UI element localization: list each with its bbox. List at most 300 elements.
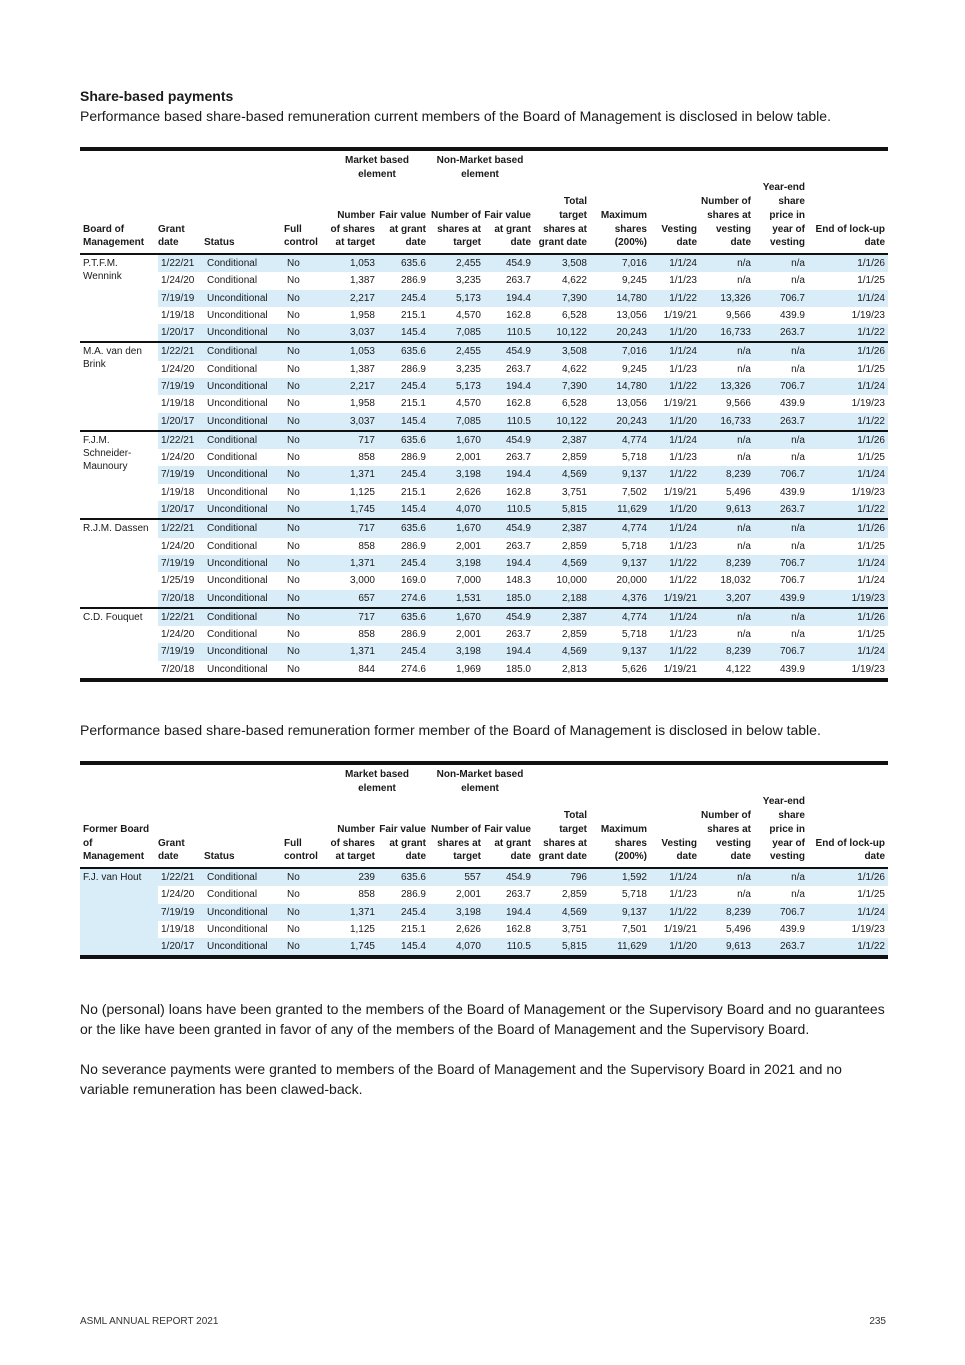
cell-grant-date: 7/19/19	[158, 378, 204, 395]
table-row	[80, 254, 888, 272]
cell-market-shares: 1,125	[349, 923, 375, 935]
cell-lockup: 1/19/23	[851, 486, 885, 498]
cell-nonmarket-fair-value: 162.8	[505, 486, 531, 498]
market-based-group-header: Market based element	[345, 769, 409, 794]
cell-total-target: 4,569	[534, 643, 590, 660]
cell-grant-date: 1/22/21	[158, 608, 204, 626]
cell-status: Unconditional	[207, 923, 268, 935]
cell-nonmarket-fair-value: 454.9	[484, 608, 534, 626]
cell-lockup: 1/1/25	[857, 452, 885, 464]
cell-status: Unconditional	[204, 324, 284, 342]
cell-full-control: No	[287, 575, 300, 587]
cell-market-fair-value: 635.6	[378, 342, 429, 360]
cell-full-control: No	[287, 363, 300, 375]
cell-market-fair-value: 215.1	[400, 486, 426, 498]
table-row	[80, 572, 888, 589]
cell-lockup: 1/1/22	[808, 501, 888, 519]
cell-grant-date: 1/22/21	[158, 868, 204, 886]
cell-yearend-price: 706.7	[754, 378, 808, 395]
cell-maximum: 13,056	[616, 398, 647, 410]
col-market-shares: Number of shares at target	[328, 795, 378, 868]
table-row	[80, 886, 888, 903]
cell-maximum: 14,780	[590, 290, 650, 307]
cell-lockup: 1/1/25	[857, 275, 885, 287]
cell-grant-date: 7/19/19	[158, 555, 204, 572]
cell-grant-date: 7/20/18	[158, 661, 204, 680]
cell-full-control: No	[287, 398, 300, 410]
cell-maximum: 9,245	[621, 275, 647, 287]
cell-full-control: No	[284, 661, 328, 680]
cell-nonmarket-shares: 5,173	[429, 290, 484, 307]
cell-maximum: 9,137	[590, 555, 650, 572]
cell-yearend-price: n/a	[754, 519, 808, 537]
cell-grant-date: 7/19/19	[158, 290, 204, 307]
col-former-board: Former Board of Management	[80, 795, 158, 868]
cell-vesting-date: 1/1/20	[650, 413, 700, 431]
cell-market-fair-value: 245.4	[378, 290, 429, 307]
cell-vesting-date: 1/19/21	[650, 661, 700, 680]
cell-market-fair-value: 274.6	[378, 590, 429, 608]
cell-status: Unconditional	[204, 938, 284, 957]
cell-market-shares: 1,371	[328, 466, 378, 483]
cell-shares-at-vesting: 5,496	[725, 486, 751, 498]
cell-nonmarket-shares: 3,198	[429, 555, 484, 572]
cell-full-control: No	[287, 486, 300, 498]
member-name: M.A. van den Brink	[80, 342, 158, 430]
cell-yearend-price: 706.7	[754, 290, 808, 307]
cell-shares-at-vesting: 8,239	[700, 904, 754, 921]
cell-shares-at-vesting: 8,239	[700, 643, 754, 660]
cell-yearend-price: 439.9	[754, 661, 808, 680]
current-table-body	[80, 254, 888, 680]
cell-market-fair-value: 635.6	[378, 431, 429, 449]
cell-maximum: 11,629	[590, 501, 650, 519]
cell-lockup: 1/19/23	[808, 661, 888, 680]
cell-lockup: 1/1/25	[857, 889, 885, 901]
cell-nonmarket-fair-value: 263.7	[505, 275, 531, 287]
cell-maximum: 5,718	[621, 452, 647, 464]
cell-shares-at-vesting: n/a	[737, 275, 751, 287]
cell-nonmarket-fair-value: 110.5	[484, 938, 534, 957]
cell-vesting-date: 1/1/24	[650, 868, 700, 886]
cell-lockup: 1/1/26	[808, 431, 888, 449]
cell-status: Conditional	[204, 608, 284, 626]
table-row	[80, 643, 888, 660]
footer-report-title: ASML ANNUAL REPORT 2021	[80, 1316, 219, 1327]
col-shares-at-vesting: Number of shares at vesting date	[700, 795, 754, 868]
table-row	[80, 555, 888, 572]
col-total-target: Total target shares at grant date	[534, 181, 590, 254]
cell-nonmarket-shares: 5,173	[429, 378, 484, 395]
cell-grant-date: 1/22/21	[158, 431, 204, 449]
cell-maximum: 4,774	[590, 431, 650, 449]
cell-nonmarket-fair-value: 194.4	[484, 290, 534, 307]
non-market-based-group-header: Non-Market based element	[436, 769, 524, 794]
cell-full-control: No	[284, 590, 328, 608]
table-row	[80, 324, 888, 342]
cell-shares-at-vesting: 9,613	[700, 938, 754, 957]
cell-status: Unconditional	[204, 413, 284, 431]
cell-status: Conditional	[207, 452, 258, 464]
cell-market-shares: 717	[328, 608, 378, 626]
cell-vesting-date: 1/1/22	[650, 643, 700, 660]
cell-lockup: 1/1/24	[808, 466, 888, 483]
table-row	[80, 519, 888, 537]
page-footer	[80, 1316, 886, 1327]
cell-nonmarket-shares: 7,085	[429, 324, 484, 342]
cell-lockup: 1/1/25	[857, 629, 885, 641]
cell-market-fair-value: 635.6	[378, 519, 429, 537]
cell-total-target: 4,569	[534, 555, 590, 572]
cell-grant-date: 1/20/17	[158, 324, 204, 342]
cell-maximum: 20,243	[590, 324, 650, 342]
cell-full-control: No	[287, 452, 300, 464]
cell-yearend-price: n/a	[791, 889, 805, 901]
cell-maximum: 9,137	[590, 904, 650, 921]
cell-shares-at-vesting: 3,207	[700, 590, 754, 608]
cell-shares-at-vesting: n/a	[700, 342, 754, 360]
current-members-table	[80, 147, 888, 682]
page	[80, 86, 888, 1099]
cell-market-shares: 717	[328, 519, 378, 537]
cell-market-fair-value: 635.6	[378, 254, 429, 272]
cell-vesting-date: 1/19/21	[663, 398, 697, 410]
cell-shares-at-vesting: n/a	[737, 889, 751, 901]
cell-nonmarket-shares: 1,969	[429, 661, 484, 680]
col-nonmarket-shares: Number of shares at target	[429, 795, 484, 868]
cell-nonmarket-fair-value: 162.8	[505, 923, 531, 935]
cell-yearend-price: n/a	[754, 342, 808, 360]
cell-lockup: 1/1/24	[857, 575, 885, 587]
cell-lockup: 1/1/26	[808, 868, 888, 886]
cell-nonmarket-shares: 3,198	[429, 643, 484, 660]
member-name: P.T.F.M. Wennink	[80, 254, 158, 342]
current-members-table-wrap	[80, 147, 888, 682]
cell-full-control: No	[287, 889, 300, 901]
table-row	[80, 661, 888, 680]
cell-status: Conditional	[207, 629, 258, 641]
cell-market-fair-value: 286.9	[400, 889, 426, 901]
loans-paragraph: No (personal) loans have been granted to the members of the Board of Management or the Supervisory Board and no guarantees or the like have been granted in favor of any of the members of the Board of Management and the Supervisory Board.	[80, 1001, 885, 1038]
cell-grant-date: 7/19/19	[158, 643, 204, 660]
cell-shares-at-vesting: 9,613	[700, 501, 754, 519]
cell-market-fair-value: 286.9	[400, 540, 426, 552]
cell-market-shares: 2,217	[328, 378, 378, 395]
cell-nonmarket-fair-value: 194.4	[484, 904, 534, 921]
cell-shares-at-vesting: n/a	[700, 608, 754, 626]
table-row	[80, 608, 888, 626]
cell-vesting-date: 1/19/21	[663, 486, 697, 498]
cell-nonmarket-fair-value: 162.8	[505, 309, 531, 321]
member-name: R.J.M. Dassen	[80, 519, 158, 607]
cell-nonmarket-shares: 2,455	[429, 342, 484, 360]
cell-grant-date: 1/20/17	[158, 938, 204, 957]
cell-nonmarket-fair-value: 454.9	[484, 519, 534, 537]
cell-nonmarket-fair-value: 194.4	[484, 555, 534, 572]
cell-yearend-price: 706.7	[754, 466, 808, 483]
cell-shares-at-vesting: n/a	[700, 254, 754, 272]
cell-yearend-price: 263.7	[754, 501, 808, 519]
cell-status: Conditional	[204, 254, 284, 272]
table-row	[80, 378, 888, 395]
cell-status: Unconditional	[207, 486, 268, 498]
cell-full-control: No	[287, 540, 300, 552]
table-row	[80, 590, 888, 608]
cell-lockup: 1/1/25	[857, 540, 885, 552]
member-name: F.J. van Hout	[80, 868, 158, 957]
cell-market-fair-value: 635.6	[378, 868, 429, 886]
table-row	[80, 938, 888, 957]
cell-grant-date: 1/22/21	[158, 254, 204, 272]
cell-status: Conditional	[204, 519, 284, 537]
cell-vesting-date: 1/1/20	[650, 324, 700, 342]
cell-grant-date: 1/25/19	[161, 575, 195, 587]
cell-market-shares: 1,371	[328, 643, 378, 660]
cell-vesting-date: 1/1/23	[669, 540, 697, 552]
cell-grant-date: 7/19/19	[158, 466, 204, 483]
cell-status: Conditional	[207, 540, 258, 552]
table-row	[80, 413, 888, 431]
cell-vesting-date: 1/1/23	[669, 363, 697, 375]
cell-market-shares: 3,037	[328, 413, 378, 431]
col-maximum: Maximum shares (200%)	[590, 795, 650, 868]
cell-market-fair-value: 145.4	[378, 938, 429, 957]
cell-shares-at-vesting: n/a	[700, 431, 754, 449]
cell-market-shares: 1,387	[349, 275, 375, 287]
cell-shares-at-vesting: n/a	[737, 540, 751, 552]
cell-total-target: 7,390	[534, 378, 590, 395]
cell-market-shares: 858	[358, 540, 375, 552]
cell-market-shares: 1,371	[328, 904, 378, 921]
former-table-body	[80, 868, 888, 957]
cell-grant-date: 1/19/18	[161, 923, 195, 935]
table-row	[80, 342, 888, 360]
cell-vesting-date: 1/1/24	[650, 342, 700, 360]
former-member-table	[80, 761, 888, 959]
cell-yearend-price: n/a	[754, 868, 808, 886]
cell-market-fair-value: 245.4	[378, 466, 429, 483]
cell-vesting-date: 1/1/23	[669, 889, 697, 901]
cell-status: Conditional	[207, 363, 258, 375]
table-row	[80, 272, 888, 289]
cell-status: Unconditional	[204, 643, 284, 660]
cell-nonmarket-shares: 2,001	[455, 629, 481, 641]
cell-market-shares: 1,371	[328, 555, 378, 572]
cell-market-shares: 3,037	[328, 324, 378, 342]
cell-total-target: 4,569	[534, 904, 590, 921]
cell-total-target: 2,387	[534, 519, 590, 537]
cell-total-target: 10,122	[534, 324, 590, 342]
col-market-fair-value: Fair value at grant date	[378, 181, 429, 254]
cell-lockup: 1/1/22	[808, 324, 888, 342]
cell-total-target: 4,622	[561, 275, 587, 287]
cell-full-control: No	[284, 501, 328, 519]
cell-vesting-date: 1/1/22	[650, 904, 700, 921]
cell-maximum: 7,016	[590, 254, 650, 272]
cell-lockup: 1/1/24	[808, 290, 888, 307]
cell-vesting-date: 1/1/23	[669, 452, 697, 464]
cell-maximum: 1,592	[590, 868, 650, 886]
cell-status: Unconditional	[204, 590, 284, 608]
cell-total-target: 6,528	[561, 309, 587, 321]
cell-grant-date: 1/24/20	[161, 452, 195, 464]
col-yearend-price: Year-end share price in year of vesting	[754, 181, 808, 254]
col-nonmarket-fair-value: Fair value at grant date	[484, 795, 534, 868]
cell-grant-date: 1/24/20	[161, 629, 195, 641]
cell-yearend-price: 263.7	[754, 938, 808, 957]
cell-shares-at-vesting: n/a	[737, 452, 751, 464]
cell-maximum: 4,774	[590, 608, 650, 626]
current-table-intro: Performance based share-based remuneration current members of the Board of Management is disclosed in below table.	[80, 108, 831, 124]
cell-shares-at-vesting: 8,239	[700, 555, 754, 572]
cell-market-fair-value: 274.6	[378, 661, 429, 680]
cell-market-fair-value: 245.4	[378, 555, 429, 572]
cell-nonmarket-fair-value: 194.4	[484, 378, 534, 395]
col-vesting-date: Vesting date	[650, 181, 700, 254]
cell-nonmarket-fair-value: 162.8	[505, 398, 531, 410]
cell-shares-at-vesting: 5,496	[725, 923, 751, 935]
cell-full-control: No	[284, 324, 328, 342]
cell-nonmarket-fair-value: 185.0	[484, 590, 534, 608]
cell-lockup: 1/19/23	[851, 309, 885, 321]
cell-vesting-date: 1/1/22	[650, 555, 700, 572]
cell-yearend-price: n/a	[791, 275, 805, 287]
cell-total-target: 2,813	[534, 661, 590, 680]
cell-vesting-date: 1/1/22	[650, 466, 700, 483]
col-status: Status	[204, 795, 284, 868]
cell-full-control: No	[287, 275, 300, 287]
cell-market-shares: 844	[328, 661, 378, 680]
cell-nonmarket-fair-value: 110.5	[484, 413, 534, 431]
table-row	[80, 538, 888, 555]
cell-status: Conditional	[204, 431, 284, 449]
page-number: 235	[869, 1316, 886, 1327]
cell-yearend-price: 706.7	[754, 555, 808, 572]
cell-yearend-price: 439.9	[779, 398, 805, 410]
cell-lockup: 1/1/24	[808, 643, 888, 660]
cell-nonmarket-fair-value: 454.9	[484, 342, 534, 360]
member-name: F.J.M. Schneider-Maunoury	[80, 431, 158, 519]
cell-market-fair-value: 145.4	[378, 324, 429, 342]
cell-status: Unconditional	[207, 575, 268, 587]
cell-lockup: 1/1/26	[808, 519, 888, 537]
cell-nonmarket-shares: 3,235	[455, 363, 481, 375]
cell-nonmarket-fair-value: 263.7	[505, 363, 531, 375]
cell-market-shares: 858	[358, 889, 375, 901]
cell-full-control: No	[284, 342, 328, 360]
cell-status: Unconditional	[204, 378, 284, 395]
cell-maximum: 20,243	[590, 413, 650, 431]
cell-maximum: 5,718	[621, 540, 647, 552]
col-shares-at-vesting: Number of shares at vesting date	[700, 181, 754, 254]
cell-market-fair-value: 245.4	[378, 378, 429, 395]
cell-vesting-date: 1/19/21	[663, 923, 697, 935]
cell-total-target: 2,859	[561, 629, 587, 641]
cell-total-target: 6,528	[561, 398, 587, 410]
col-full-control: Full control	[284, 181, 328, 254]
cell-nonmarket-fair-value: 454.9	[484, 431, 534, 449]
cell-nonmarket-shares: 557	[429, 868, 484, 886]
cell-market-fair-value: 286.9	[400, 629, 426, 641]
cell-vesting-date: 1/1/23	[669, 275, 697, 287]
cell-maximum: 9,245	[621, 363, 647, 375]
cell-market-fair-value: 286.9	[400, 452, 426, 464]
cell-shares-at-vesting: 9,566	[725, 309, 751, 321]
cell-maximum: 9,137	[590, 643, 650, 660]
cell-market-fair-value: 215.1	[400, 309, 426, 321]
cell-maximum: 5,718	[621, 889, 647, 901]
cell-vesting-date: 1/1/24	[650, 519, 700, 537]
col-lockup: End of lock-up date	[808, 181, 888, 254]
cell-full-control: No	[284, 904, 328, 921]
cell-nonmarket-shares: 2,455	[429, 254, 484, 272]
cell-market-shares: 858	[358, 629, 375, 641]
cell-lockup: 1/1/22	[808, 413, 888, 431]
cell-nonmarket-fair-value: 263.7	[505, 540, 531, 552]
table-row	[80, 466, 888, 483]
cell-nonmarket-shares: 2,001	[455, 540, 481, 552]
cell-maximum: 7,501	[621, 923, 647, 935]
cell-nonmarket-shares: 4,070	[429, 501, 484, 519]
cell-shares-at-vesting: 13,326	[700, 378, 754, 395]
cell-nonmarket-shares: 4,570	[455, 398, 481, 410]
cell-nonmarket-fair-value: 263.7	[505, 452, 531, 464]
cell-nonmarket-shares: 3,235	[455, 275, 481, 287]
cell-market-shares: 858	[358, 452, 375, 464]
cell-yearend-price: n/a	[754, 608, 808, 626]
cell-yearend-price: n/a	[791, 452, 805, 464]
cell-grant-date: 1/22/21	[158, 342, 204, 360]
cell-lockup: 1/1/22	[808, 938, 888, 957]
cell-maximum: 7,502	[621, 486, 647, 498]
cell-market-shares: 1,745	[328, 501, 378, 519]
cell-total-target: 3,751	[561, 923, 587, 935]
cell-market-shares: 1,958	[349, 309, 375, 321]
table-row	[80, 921, 888, 938]
table-row	[80, 449, 888, 466]
cell-total-target: 10,122	[534, 413, 590, 431]
table-row	[80, 307, 888, 324]
col-nonmarket-fair-value: Fair value at grant date	[484, 181, 534, 254]
cell-nonmarket-shares: 2,001	[455, 889, 481, 901]
cell-yearend-price: n/a	[754, 254, 808, 272]
member-name: C.D. Fouquet	[80, 608, 158, 680]
former-member-table-wrap	[80, 761, 888, 959]
cell-grant-date: 1/22/21	[158, 519, 204, 537]
cell-full-control: No	[284, 431, 328, 449]
cell-market-shares: 1,745	[328, 938, 378, 957]
cell-nonmarket-fair-value: 194.4	[484, 466, 534, 483]
cell-full-control: No	[284, 608, 328, 626]
cell-total-target: 3,508	[534, 254, 590, 272]
cell-grant-date: 1/24/20	[161, 275, 195, 287]
col-status: Status	[204, 181, 284, 254]
cell-full-control: No	[284, 643, 328, 660]
table-row	[80, 395, 888, 412]
cell-vesting-date: 1/1/22	[650, 290, 700, 307]
cell-status: Unconditional	[207, 309, 268, 321]
cell-grant-date: 1/19/18	[161, 398, 195, 410]
cell-yearend-price: n/a	[791, 540, 805, 552]
cell-lockup: 1/1/24	[808, 378, 888, 395]
cell-lockup: 1/19/23	[851, 923, 885, 935]
cell-grant-date: 1/20/17	[158, 501, 204, 519]
cell-lockup: 1/1/24	[808, 904, 888, 921]
cell-yearend-price: 263.7	[754, 324, 808, 342]
col-board: Board of Management	[80, 181, 158, 254]
cell-market-fair-value: 245.4	[378, 643, 429, 660]
cell-total-target: 3,508	[534, 342, 590, 360]
